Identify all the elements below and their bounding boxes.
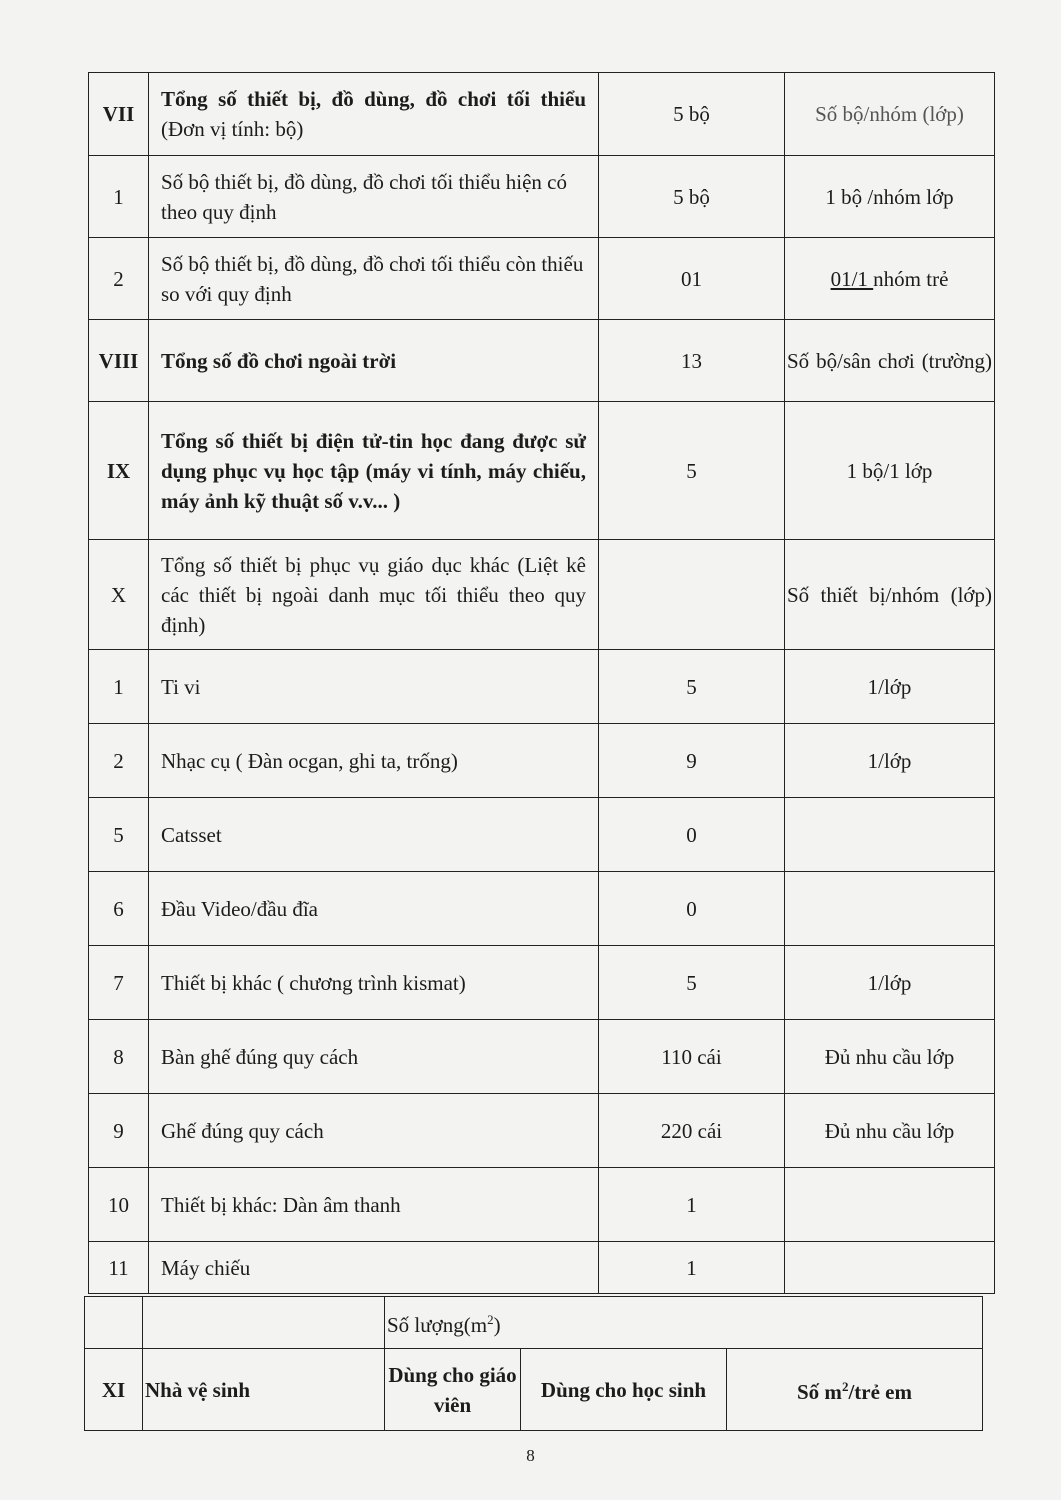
table-row	[89, 320, 995, 402]
row-number: IX	[89, 402, 149, 540]
row-note: 1 bộ/1 lớp	[785, 402, 995, 540]
row-name: Tổng số thiết bị phục vụ giáo dục khác (Liệt kê các thiết bị ngoài danh mục tối thiểu theo quy định)	[149, 540, 599, 650]
row-quantity: 110 cái	[599, 1020, 785, 1094]
row-number: 8	[89, 1020, 149, 1094]
row-name: Ti vi	[149, 650, 599, 724]
row-name: Máy chiếu	[149, 1242, 599, 1294]
row-name: Đầu Video/đầu đĩa	[149, 872, 599, 946]
table-row	[89, 402, 995, 540]
teacher-column-header: Dùng cho giáo viên	[385, 1349, 521, 1431]
row-note	[785, 872, 995, 946]
quantity-header: Số $lượng(m^2)$	[385, 1297, 983, 1349]
row-name: Catsset	[149, 798, 599, 872]
row-number: XI	[85, 1349, 143, 1431]
row-note	[785, 1168, 995, 1242]
row-note: Số bộ/sân chơi (trường)	[785, 320, 995, 402]
row-name: Tổng số thiết bị điện tử-tin học đang được sử dụng phục vụ học tập (máy vi tính, máy chiếu, máy ảnh kỹ thuật số v.v... )	[149, 402, 599, 540]
table-row	[89, 540, 995, 650]
toilet-table	[84, 1296, 983, 1431]
row-number: 5	[89, 798, 149, 872]
row-name: Số bộ thiết bị, đồ dùng, đồ chơi tối thiểu hiện có theo quy định	[149, 156, 599, 238]
table-row	[89, 73, 995, 156]
row-number: 2	[89, 724, 149, 798]
empty-cell	[143, 1297, 385, 1349]
row-quantity: 9	[599, 724, 785, 798]
row-note: 1 bộ /nhóm lớp	[785, 156, 995, 238]
row-quantity: 5	[599, 650, 785, 724]
row-quantity: 5	[599, 946, 785, 1020]
row-number: 9	[89, 1094, 149, 1168]
table-row	[89, 1168, 995, 1242]
table-row	[89, 1242, 995, 1294]
row-quantity: 5 bộ	[599, 73, 785, 156]
row-number: 1	[89, 650, 149, 724]
row-note: 01/1 nhóm trẻ	[785, 238, 995, 320]
row-quantity: 220 cái	[599, 1094, 785, 1168]
row-number: X	[89, 540, 149, 650]
table-row	[89, 650, 995, 724]
row-name: Số bộ thiết bị, đồ dùng, đồ chơi tối thiểu còn thiếu so với quy định	[149, 238, 599, 320]
row-note: Số bộ/nhóm (lớp)	[785, 73, 995, 156]
row-number: VIII	[89, 320, 149, 402]
row-note: Đủ nhu cầu lớp	[785, 1020, 995, 1094]
table-row	[89, 946, 995, 1020]
row-quantity: 5	[599, 402, 785, 540]
table-row	[89, 156, 995, 238]
row-number: 7	[89, 946, 149, 1020]
row-quantity: 1	[599, 1168, 785, 1242]
row-note: 1/lớp	[785, 650, 995, 724]
table-row	[89, 238, 995, 320]
row-quantity: 5 bộ	[599, 156, 785, 238]
row-quantity: 1	[599, 1242, 785, 1294]
row-name: Bàn ghế đúng quy cách	[149, 1020, 599, 1094]
table-row	[85, 1349, 983, 1431]
row-quantity: 13	[599, 320, 785, 402]
table-row	[89, 872, 995, 946]
row-name: Thiết bị khác ( chương trình kismat)	[149, 946, 599, 1020]
page-number: 8	[526, 1446, 535, 1465]
row-name: Tổng số đồ chơi ngoài trời	[149, 320, 599, 402]
student-column-header: Dùng cho học sinh	[521, 1349, 727, 1431]
table-row	[85, 1297, 983, 1349]
row-name: Thiết bị khác: Dàn âm thanh	[149, 1168, 599, 1242]
row-note: 1/lớp	[785, 946, 995, 1020]
equipment-table	[88, 72, 995, 1294]
table-row	[89, 1094, 995, 1168]
row-quantity	[599, 540, 785, 650]
row-number: 6	[89, 872, 149, 946]
table-row	[89, 724, 995, 798]
row-name: Nhà vệ sinh	[143, 1349, 385, 1431]
row-note: 1/lớp	[785, 724, 995, 798]
table-row	[89, 798, 995, 872]
row-name: Nhạc cụ ( Đàn ocgan, ghi ta, trống)	[149, 724, 599, 798]
row-name: Tổng số thiết bị, đồ dùng, đồ chơi tối thiểu (Đơn vị tính: bộ)	[149, 73, 599, 156]
row-quantity: 0	[599, 798, 785, 872]
row-number: 1	[89, 156, 149, 238]
ratio-column-header: Số $m^2$/trẻ em	[727, 1349, 983, 1431]
row-note: Số thiết bị/nhóm (lớp)	[785, 540, 995, 650]
row-note	[785, 798, 995, 872]
table-row	[89, 1020, 995, 1094]
row-note	[785, 1242, 995, 1294]
row-quantity: 0	[599, 872, 785, 946]
row-number: 2	[89, 238, 149, 320]
row-number: 10	[89, 1168, 149, 1242]
row-name: Ghế đúng quy cách	[149, 1094, 599, 1168]
row-quantity: 01	[599, 238, 785, 320]
row-note: Đủ nhu cầu lớp	[785, 1094, 995, 1168]
row-number: VII	[89, 73, 149, 156]
row-number: 11	[89, 1242, 149, 1294]
empty-cell	[85, 1297, 143, 1349]
